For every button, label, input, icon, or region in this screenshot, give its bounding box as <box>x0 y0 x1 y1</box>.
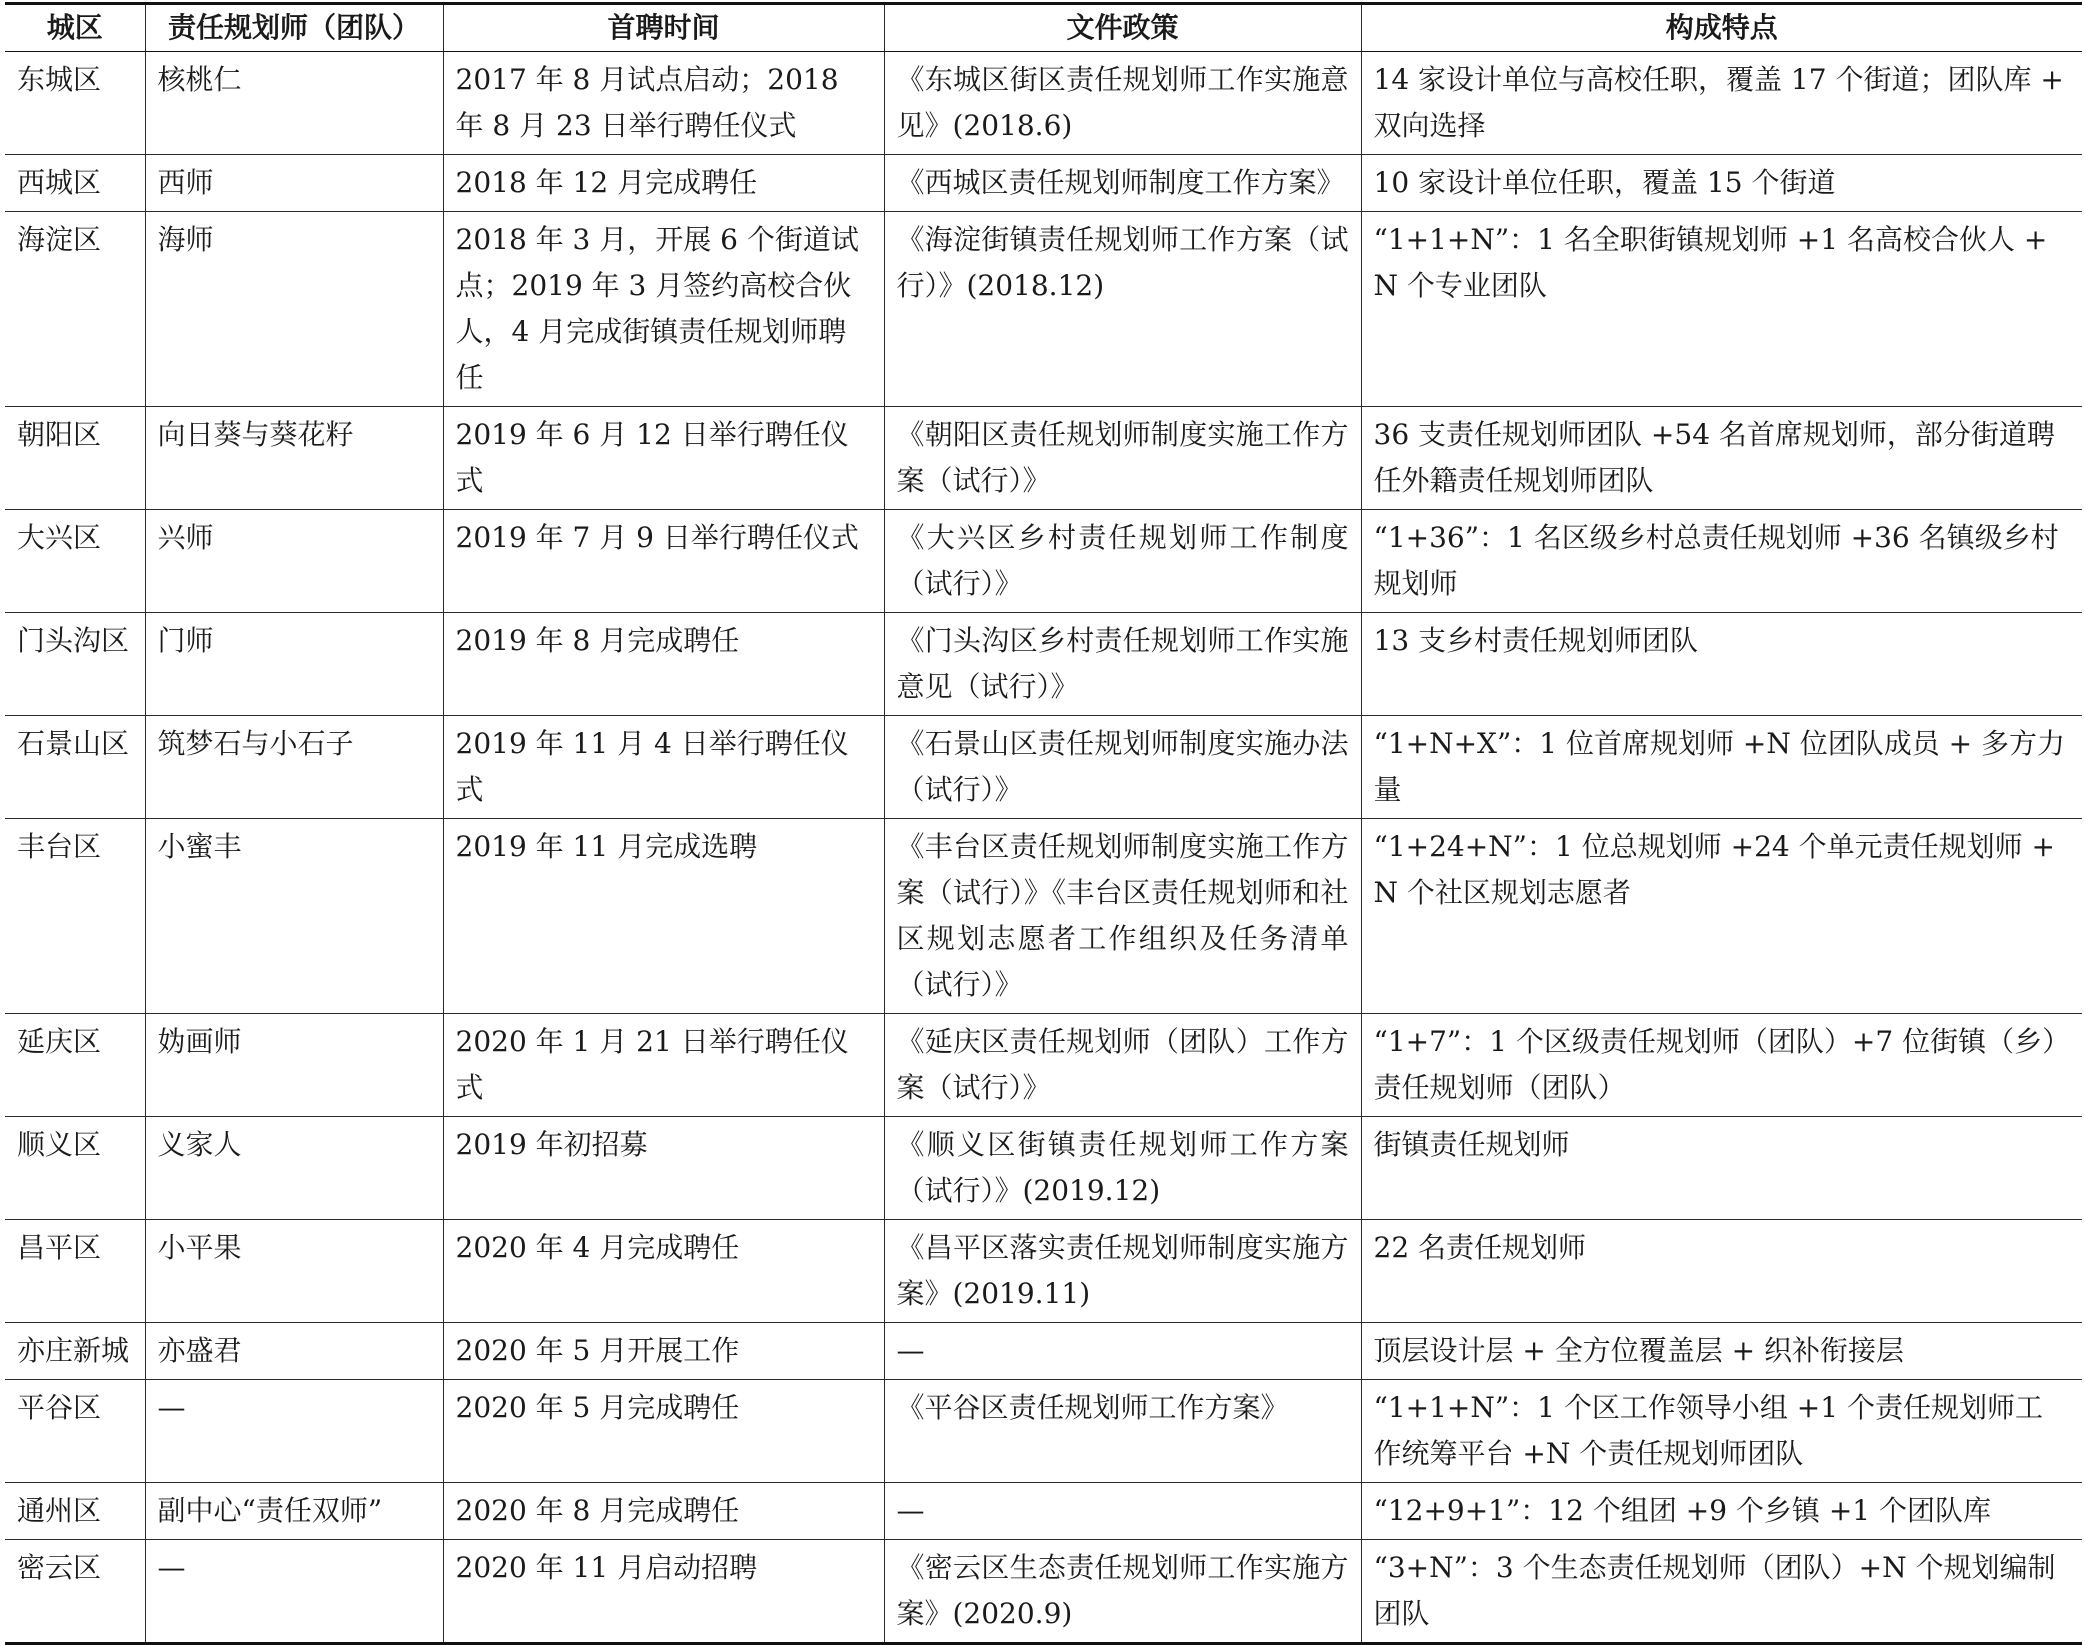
cell-first-hire-time: 2020 年 5 月开展工作 <box>443 1323 884 1380</box>
table-row <box>5 1323 2082 1380</box>
cell-district: 海淀区 <box>5 212 145 407</box>
cell-team: — <box>145 1540 443 1644</box>
cell-policy-document: 《东城区街区责任规划师工作实施意见》(2018.6) <box>884 52 1361 155</box>
header-policy-document: 文件政策 <box>884 4 1361 52</box>
table-row <box>5 1483 2082 1540</box>
responsible-planner-table <box>5 2 2082 1645</box>
header-team: 责任规划师（团队） <box>145 4 443 52</box>
cell-district: 石景山区 <box>5 716 145 819</box>
cell-composition-features: 顶层设计层 + 全方位覆盖层 + 织补衔接层 <box>1361 1323 2082 1380</box>
cell-composition-features: “1+1+N”：1 个区工作领导小组 +1 个责任规划师工作统筹平台 +N 个责任规划师团队 <box>1361 1380 2082 1483</box>
cell-first-hire-time: 2018 年 12 月完成聘任 <box>443 155 884 212</box>
cell-team: 核桃仁 <box>145 52 443 155</box>
cell-policy-document: 《海淀街镇责任规划师工作方案（试行）》(2018.12) <box>884 212 1361 407</box>
cell-composition-features: 36 支责任规划师团队 +54 名首席规划师，部分街道聘任外籍责任规划师团队 <box>1361 407 2082 510</box>
table-row <box>5 819 2082 1014</box>
cell-district: 昌平区 <box>5 1220 145 1323</box>
header-district: 城区 <box>5 4 145 52</box>
cell-first-hire-time: 2020 年 1 月 21 日举行聘任仪式 <box>443 1014 884 1117</box>
cell-policy-document: 《顺义区街镇责任规划师工作方案（试行）》(2019.12) <box>884 1117 1361 1220</box>
cell-district: 顺义区 <box>5 1117 145 1220</box>
cell-district: 延庆区 <box>5 1014 145 1117</box>
cell-composition-features: 14 家设计单位与高校任职，覆盖 17 个街道；团队库 + 双向选择 <box>1361 52 2082 155</box>
cell-policy-document: 《密云区生态责任规划师工作实施方案》(2020.9) <box>884 1540 1361 1644</box>
cell-team: 妫画师 <box>145 1014 443 1117</box>
cell-first-hire-time: 2020 年 8 月完成聘任 <box>443 1483 884 1540</box>
cell-composition-features: “1+7”：1 个区级责任规划师（团队）+7 位街镇（乡）责任规划师（团队） <box>1361 1014 2082 1117</box>
header-row <box>5 4 2082 52</box>
cell-first-hire-time: 2019 年 11 月完成选聘 <box>443 819 884 1014</box>
table-row <box>5 407 2082 510</box>
cell-first-hire-time: 2019 年 11 月 4 日举行聘任仪式 <box>443 716 884 819</box>
cell-district: 朝阳区 <box>5 407 145 510</box>
cell-first-hire-time: 2020 年 5 月完成聘任 <box>443 1380 884 1483</box>
header-first-hire-time: 首聘时间 <box>443 4 884 52</box>
cell-team: 副中心“责任双师” <box>145 1483 443 1540</box>
table-row <box>5 1540 2082 1644</box>
table-body <box>5 52 2082 1644</box>
cell-composition-features: 22 名责任规划师 <box>1361 1220 2082 1323</box>
cell-policy-document: 《门头沟区乡村责任规划师工作实施意见（试行）》 <box>884 613 1361 716</box>
cell-composition-features: 13 支乡村责任规划师团队 <box>1361 613 2082 716</box>
cell-team: 小平果 <box>145 1220 443 1323</box>
cell-first-hire-time: 2020 年 4 月完成聘任 <box>443 1220 884 1323</box>
cell-team: 西师 <box>145 155 443 212</box>
cell-first-hire-time: 2019 年初招募 <box>443 1117 884 1220</box>
table-header <box>5 4 2082 52</box>
cell-policy-document: 《石景山区责任规划师制度实施办法（试行）》 <box>884 716 1361 819</box>
cell-composition-features: 10 家设计单位任职，覆盖 15 个街道 <box>1361 155 2082 212</box>
cell-team: 小蜜丰 <box>145 819 443 1014</box>
cell-composition-features: “12+9+1”：12 个组团 +9 个乡镇 +1 个团队库 <box>1361 1483 2082 1540</box>
cell-team: 海师 <box>145 212 443 407</box>
cell-first-hire-time: 2019 年 6 月 12 日举行聘任仪式 <box>443 407 884 510</box>
cell-first-hire-time: 2020 年 11 月启动招聘 <box>443 1540 884 1644</box>
cell-policy-document: 《昌平区落实责任规划师制度实施方案》(2019.11) <box>884 1220 1361 1323</box>
cell-team: — <box>145 1380 443 1483</box>
table-row <box>5 1014 2082 1117</box>
table-row <box>5 1220 2082 1323</box>
table-row <box>5 52 2082 155</box>
header-composition-features: 构成特点 <box>1361 4 2082 52</box>
table-row <box>5 716 2082 819</box>
cell-district: 东城区 <box>5 52 145 155</box>
cell-composition-features: “1+1+N”：1 名全职街镇规划师 +1 名高校合伙人 +N 个专业团队 <box>1361 212 2082 407</box>
cell-policy-document: 《大兴区乡村责任规划师工作制度（试行）》 <box>884 510 1361 613</box>
table-row <box>5 212 2082 407</box>
cell-first-hire-time: 2019 年 8 月完成聘任 <box>443 613 884 716</box>
cell-policy-document: 《平谷区责任规划师工作方案》 <box>884 1380 1361 1483</box>
cell-team: 义家人 <box>145 1117 443 1220</box>
cell-team: 亦盛君 <box>145 1323 443 1380</box>
cell-policy-document: — <box>884 1483 1361 1540</box>
cell-district: 丰台区 <box>5 819 145 1014</box>
cell-composition-features: “1+24+N”：1 位总规划师 +24 个单元责任规划师 +N 个社区规划志愿者 <box>1361 819 2082 1014</box>
table-row <box>5 613 2082 716</box>
cell-policy-document: 《延庆区责任规划师（团队）工作方案（试行）》 <box>884 1014 1361 1117</box>
cell-composition-features: “1+36”：1 名区级乡村总责任规划师 +36 名镇级乡村规划师 <box>1361 510 2082 613</box>
table-row <box>5 510 2082 613</box>
cell-district: 大兴区 <box>5 510 145 613</box>
cell-team: 兴师 <box>145 510 443 613</box>
table-row <box>5 1380 2082 1483</box>
cell-first-hire-time: 2017 年 8 月试点启动；2018 年 8 月 23 日举行聘任仪式 <box>443 52 884 155</box>
cell-policy-document: 《西城区责任规划师制度工作方案》 <box>884 155 1361 212</box>
cell-policy-document: — <box>884 1323 1361 1380</box>
cell-team: 筑梦石与小石子 <box>145 716 443 819</box>
cell-first-hire-time: 2019 年 7 月 9 日举行聘任仪式 <box>443 510 884 613</box>
cell-composition-features: “3+N”：3 个生态责任规划师（团队）+N 个规划编制团队 <box>1361 1540 2082 1644</box>
cell-district: 密云区 <box>5 1540 145 1644</box>
cell-district: 西城区 <box>5 155 145 212</box>
table-row <box>5 1117 2082 1220</box>
planner-table-container <box>5 2 2082 1645</box>
cell-policy-document: 《朝阳区责任规划师制度实施工作方案（试行）》 <box>884 407 1361 510</box>
cell-policy-document: 《丰台区责任规划师制度实施工作方案（试行）》《丰台区责任规划师和社区规划志愿者工作组织及任务清单（试行）》 <box>884 819 1361 1014</box>
table-row <box>5 155 2082 212</box>
cell-district: 亦庄新城 <box>5 1323 145 1380</box>
cell-team: 向日葵与葵花籽 <box>145 407 443 510</box>
cell-district: 通州区 <box>5 1483 145 1540</box>
cell-first-hire-time: 2018 年 3 月，开展 6 个街道试点；2019 年 3 月签约高校合伙人，4 月完成街镇责任规划师聘任 <box>443 212 884 407</box>
cell-composition-features: “1+N+X”：1 位首席规划师 +N 位团队成员 + 多方力量 <box>1361 716 2082 819</box>
cell-district: 平谷区 <box>5 1380 145 1483</box>
cell-team: 门师 <box>145 613 443 716</box>
cell-district: 门头沟区 <box>5 613 145 716</box>
cell-composition-features: 街镇责任规划师 <box>1361 1117 2082 1220</box>
